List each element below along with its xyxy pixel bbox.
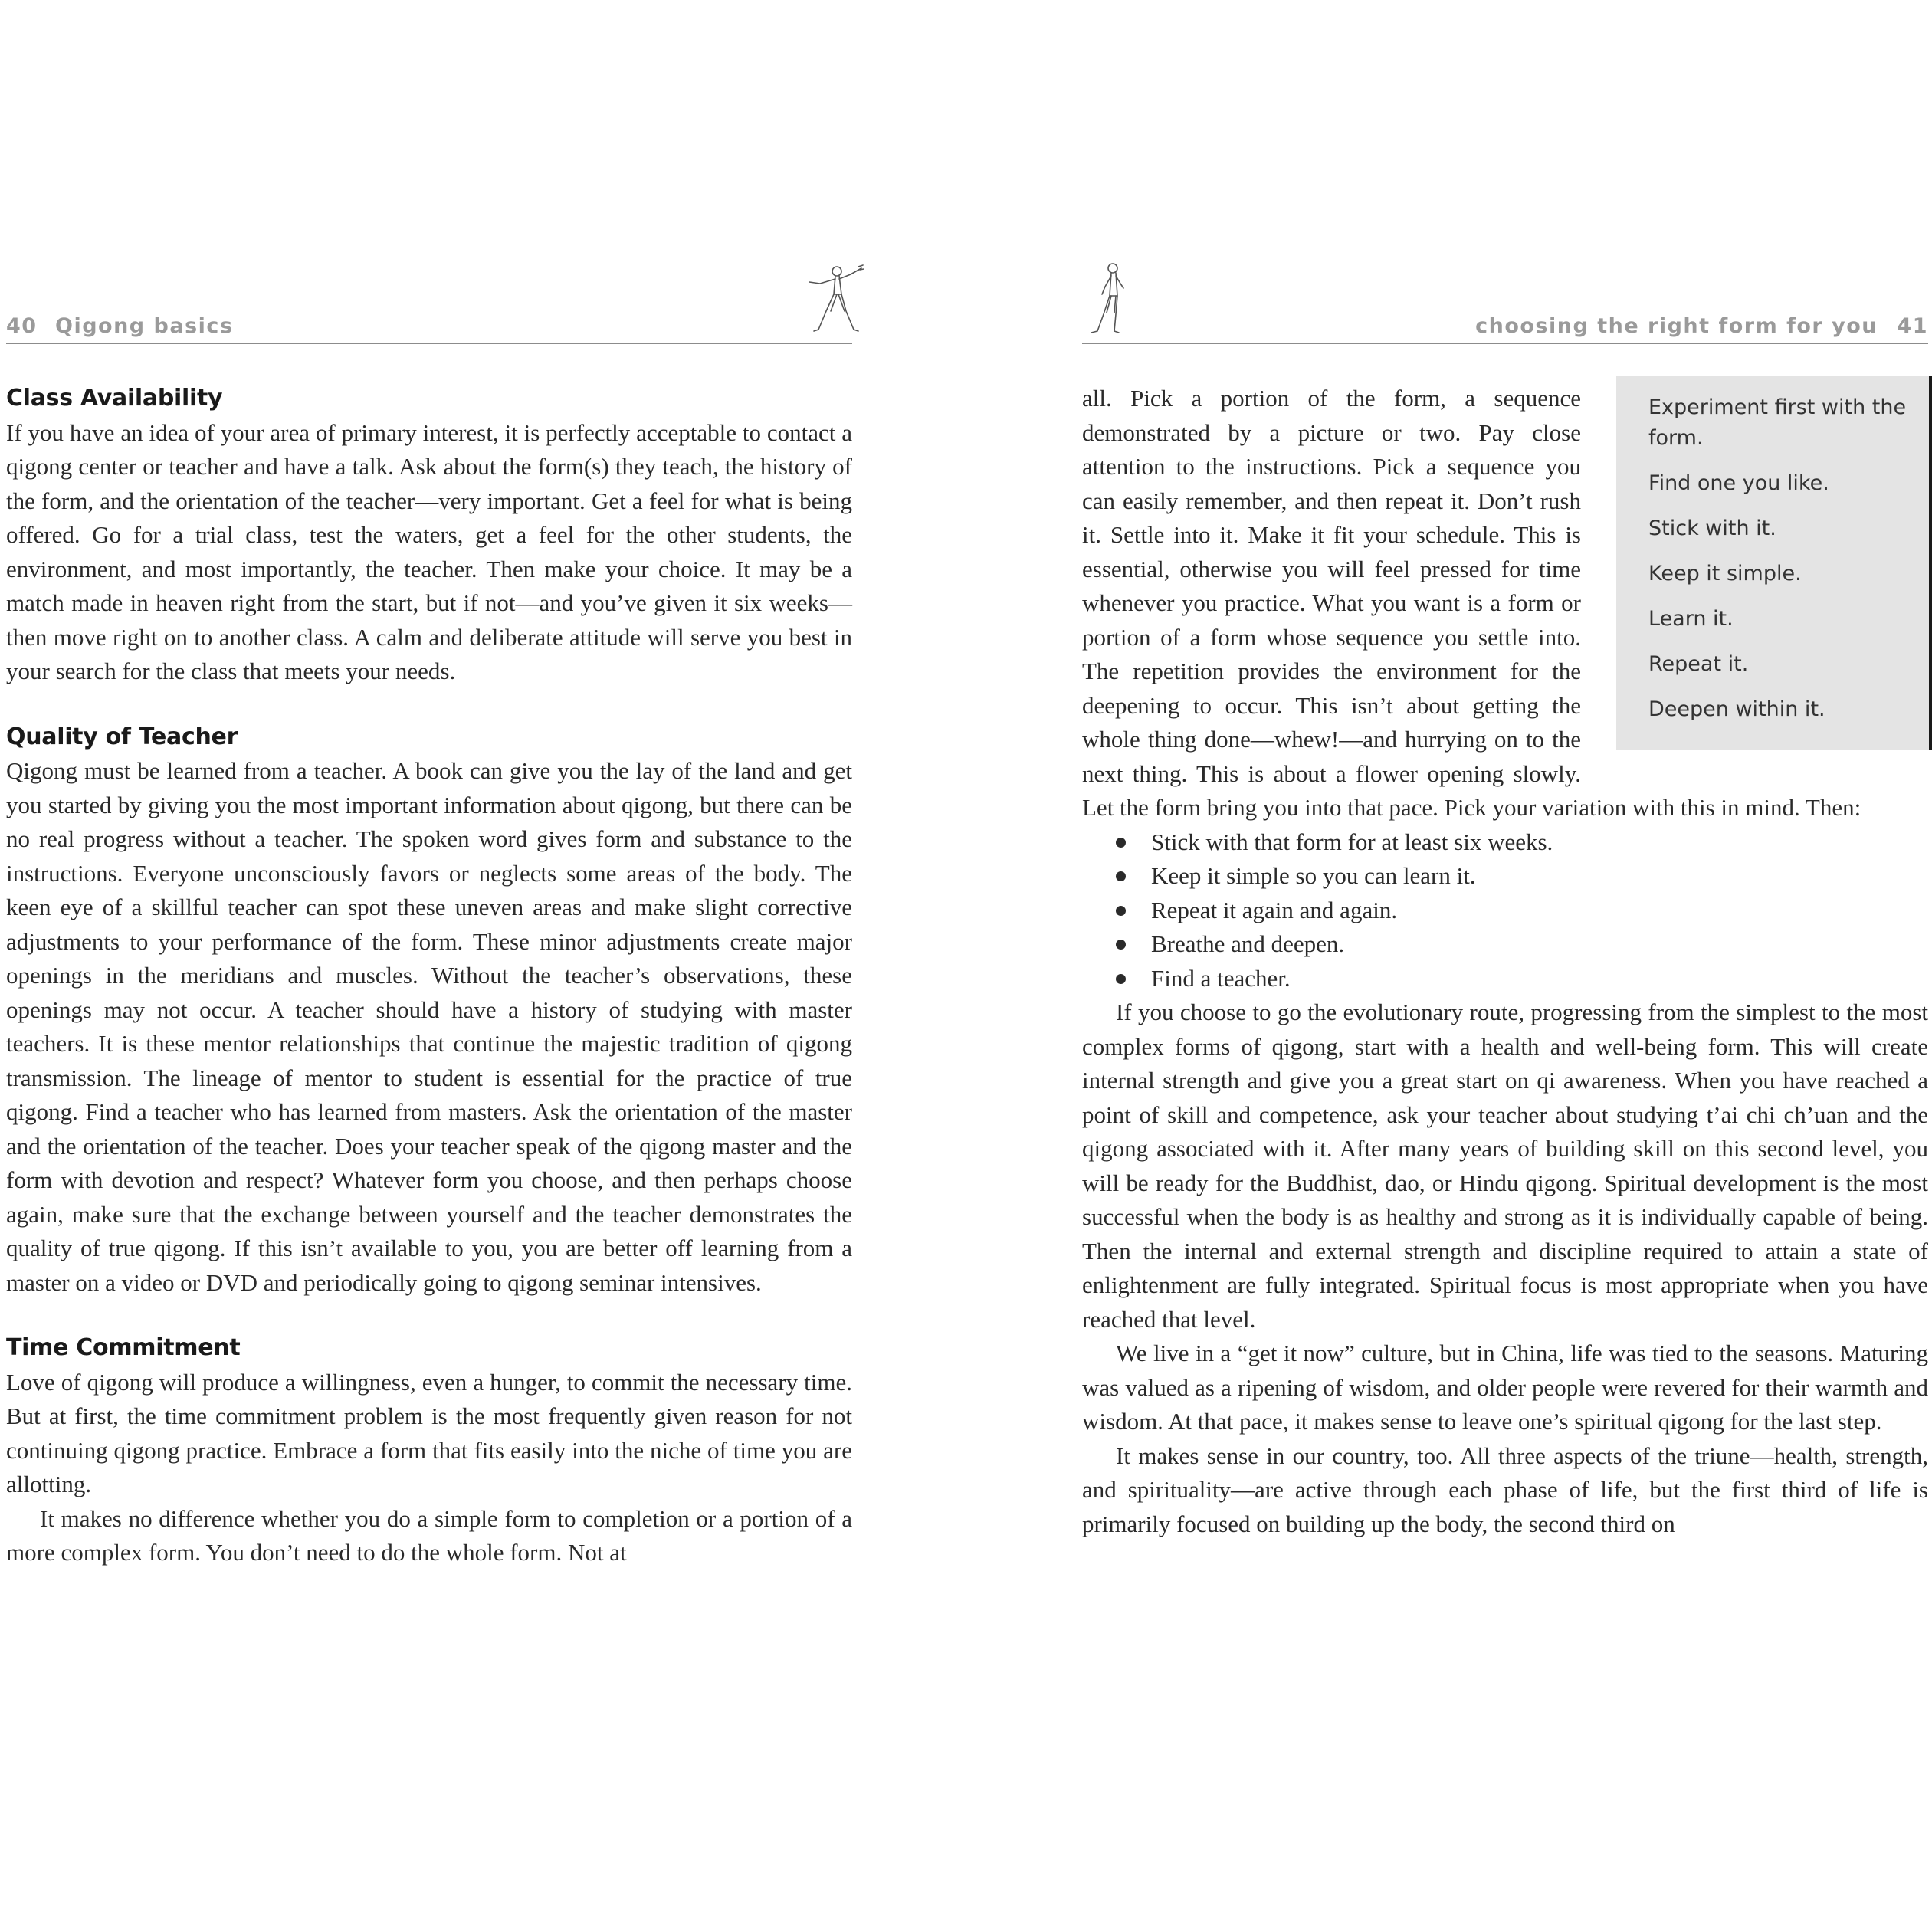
qigong-figure-standing-icon bbox=[1082, 261, 1148, 337]
time-commitment-paragraph-2: It makes no difference whether you do a simple form to completion or a portion of a more complex form. You don’t need to do the whole form. Not at bbox=[6, 1504, 852, 1566]
section-heading-time-commitment: Time Commitment bbox=[6, 1334, 241, 1361]
right-header-rule bbox=[1082, 343, 1928, 344]
left-page-number: 40 bbox=[6, 314, 38, 338]
list-item bbox=[1116, 962, 1928, 996]
class-availability-paragraph: If you have an idea of your area of primary interest, it is perfectly acceptable to contact a qigong center or teacher and have a talk. Ask about the form(s) they teach, the history of the form, and the orientation of the teacher—very important. Get a feel for what is being offered. Go for a trial class, test the waters, get a feel for the other students, the environment, and most importantly, the teacher. Then make your choice. It may be a match made in heaven right from the start, but if not—and you’ve given it six weeks—then move right on to another class. A calm and deliberate attitude will serve you best in your search for the class that meets your needs. bbox=[6, 418, 852, 684]
list-item bbox=[1116, 859, 1928, 894]
left-header-rule bbox=[6, 343, 852, 344]
tips-sidebar bbox=[1616, 376, 1932, 750]
right-page-number: 41 bbox=[1897, 314, 1928, 338]
culture-paragraph: We live in a “get it now” culture, but in China, life was tied to the seasons. Maturing was valued as a ripening of wisdom, and older people were revered for their warmth and wisdom. At that pace, it makes sense to leave one’s spiritual qigong for the last step. bbox=[1082, 1340, 1928, 1435]
list-item-text: Breathe and deepen. bbox=[1151, 930, 1345, 957]
bullet-list bbox=[1082, 825, 1928, 996]
bullet-icon bbox=[1116, 974, 1126, 984]
section-heading-quality-of-teacher: Quality of Teacher bbox=[6, 723, 238, 750]
list-item bbox=[1116, 894, 1928, 928]
sidebar-tip: Deepen within it. bbox=[1648, 697, 1825, 721]
sidebar-tip: Learn it. bbox=[1648, 607, 1734, 631]
list-item-text: Stick with that form for at least six weeks. bbox=[1151, 828, 1553, 855]
right-running-head-title: choosing the right form for you bbox=[1475, 314, 1878, 338]
quality-of-teacher-paragraph: Qigong must be learned from a teacher. A book can give you the lay of the land and get you started by giving you the most important information about qigong, but there can be no real progress without a teacher. The spoken word gives form and substance to the instructions. Everyone unconsciously favors or neglects some areas of the body. The keen eye of a skillful teacher can spot these uneven areas and make slight corrective adjustments to your performance of the form. These minor adjustments create major openings in the meridians and muscles. Without the teacher’s observations, these openings may not occur. A teacher should have a history of studying with master teachers. It is these mentor relationships that continue the majestic tradition of qigong transmission. The lineage of mentor to student is essential for the practice of true qigong. Find a teacher who has learned from masters. Ask the orientation of the master and the orientation of the teacher. Does your teacher speak of the qigong master and the form with devotion and respect? Whatever form you choose, and then perhaps choose again, make sure that the exchange between yourself and the teacher demonstrates the quality of true qigong. If this isn’t available to you, you are better off learning from a master on a video or DVD and periodically going to qigong seminar intensives. bbox=[6, 757, 852, 1296]
opening-paragraph: all. Pick a portion of the form, a sequence demonstrated by a picture or two. Pay close attention to the instructions. Pick a sequence you can easily remember, and then repeat it. Don’t rush it. Settle into it. Make it fit your schedule. This is essential, otherwise you will feel pressed for time whenever you practice. What you want is a form or portion of a form whose sequence you settle into. The repetition provides the environment for the deepening to occur. This isn’t about getting the whole thing done—whew!—and hurrying on to the next thing. This is about a flower opening slowly. Let the form bring you into that pace. Pick your variation with this in mind. Then: bbox=[1082, 385, 1861, 821]
list-item-text: Keep it simple so you can learn it. bbox=[1151, 862, 1476, 889]
sidebar-tip: Keep it simple. bbox=[1648, 562, 1802, 586]
list-item-text: Repeat it again and again. bbox=[1151, 896, 1398, 923]
bullet-icon bbox=[1116, 940, 1126, 950]
qigong-figure-arms-extended-icon bbox=[799, 261, 864, 337]
sidebar-tip: Find one you like. bbox=[1648, 471, 1829, 495]
section-heading-class-availability: Class Availability bbox=[6, 385, 223, 412]
time-commitment-paragraph-1: Love of qigong will produce a willingness, even a hunger, to commit the necessary time. But at first, the time commitment problem is the most frequently given reason for not continuing qigong practice. Embrace a form that fits easily into the niche of time you are allotting. bbox=[6, 1368, 852, 1497]
evolutionary-route-paragraph: If you choose to go the evolutionary route, progressing from the simplest to the most complex forms of qigong, start with a health and well-being form. This will create internal strength and give you a great start on qi awareness. When you have reached a point of skill and competence, ask your teacher about studying t’ai chi ch’uan and the qigong associated with it. After many years of building skill on this second level, you will be ready for the Buddhist, dao, or Hindu qigong. Spiritual development is the most successful when the body is as healthy and strong as it is individually capable of being. Then the internal and external strength and discipline required to attain a state of enlightenment are fully integrated. Spiritual focus is most appropriate when you have reached that level. bbox=[1082, 999, 1928, 1333]
sidebar-tip: Repeat it. bbox=[1648, 652, 1749, 676]
bullet-icon bbox=[1116, 838, 1126, 848]
left-running-head bbox=[6, 314, 852, 345]
right-running-head bbox=[1082, 314, 1928, 345]
list-item bbox=[1116, 825, 1928, 860]
left-running-head-title: Qigong basics bbox=[55, 314, 234, 338]
left-body-text bbox=[6, 382, 852, 1570]
bullet-icon bbox=[1116, 871, 1126, 881]
sidebar-tip: Experiment first with the form. bbox=[1648, 395, 1907, 450]
right-body-text bbox=[1082, 382, 1928, 1541]
sidebar-tip: Stick with it. bbox=[1648, 517, 1776, 540]
list-item bbox=[1116, 927, 1928, 962]
list-item-text: Find a teacher. bbox=[1151, 964, 1291, 992]
bullet-icon bbox=[1116, 906, 1126, 916]
triune-paragraph: It makes sense in our country, too. All three aspects of the triune—health, strength, and spirituality—are active through each phase of life, but the first third of life is primarily focused on building up the body, the second third on bbox=[1082, 1442, 1928, 1537]
